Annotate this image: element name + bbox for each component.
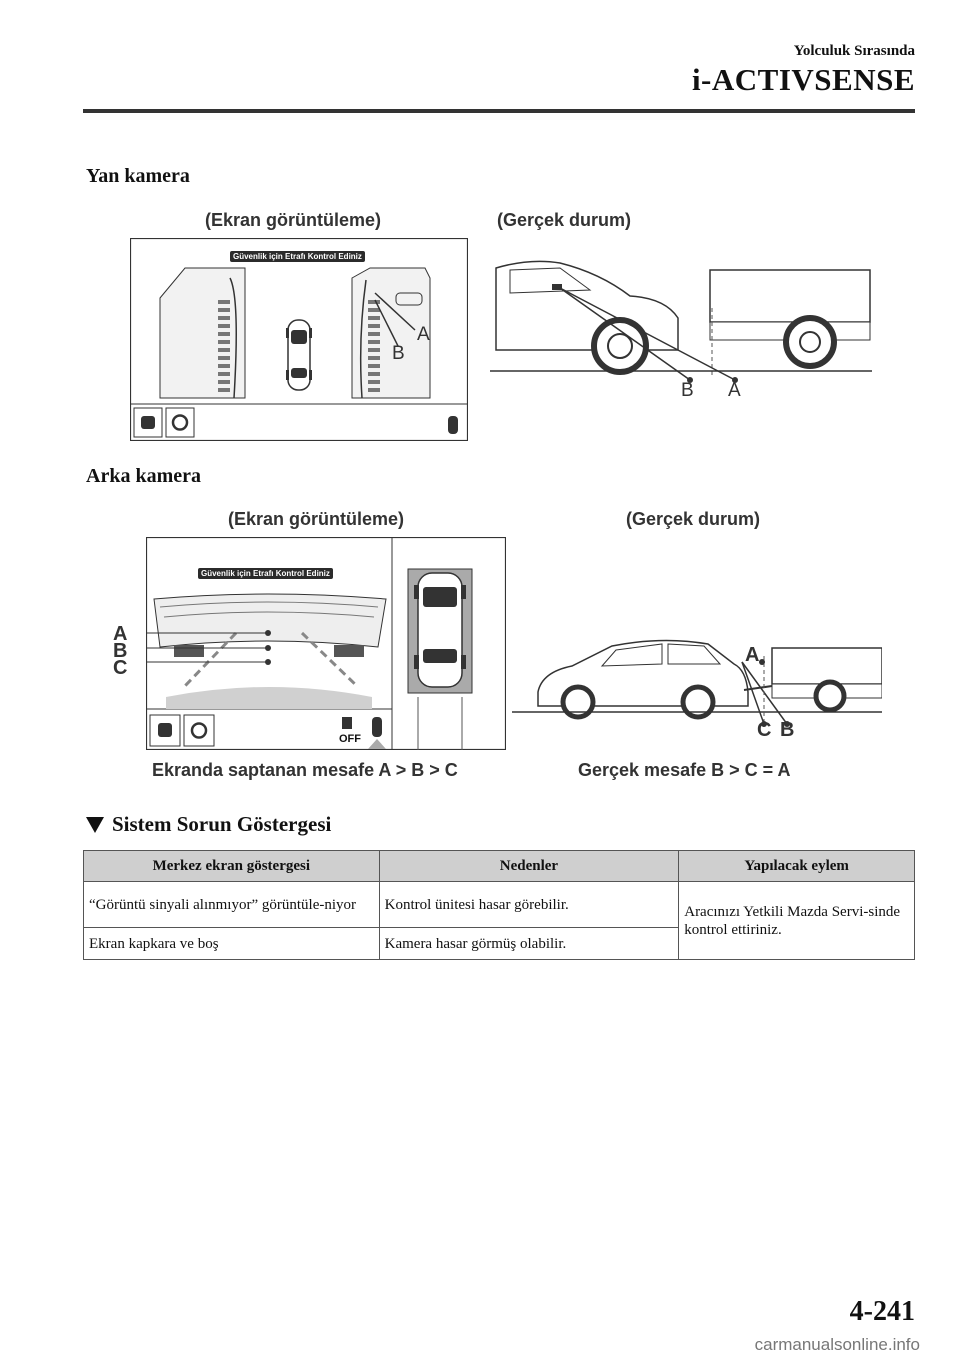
car-sensor-icon[interactable] [444,412,462,437]
table-header-cell: Yapılacak eylem [679,851,915,882]
side-real-label-a: A [728,380,741,401]
side-screen-caption: (Ekran görüntüleme) [205,210,382,230]
rear-camera-real-drawing [512,620,882,750]
system-fault-heading [86,812,331,837]
table-cell-action: Aracınızı Yetkili Mazda Servi-sinde kontrol ettiriniz. [679,882,915,960]
table-header-cell: Nedenler [379,851,679,882]
side-screen-banner: Güvenlik için Etrafı Kontrol Ediniz [230,251,365,262]
rear-real-label-c: C [757,719,772,741]
rear-screen-banner: Güvenlik için Etrafı Kontrol Ediniz [198,568,333,579]
triangle-bullet-icon [86,817,104,833]
rear-camera-title: Arka kamera [86,465,201,487]
camera-switch-icon[interactable] [134,408,162,437]
settings-gear-icon[interactable] [166,408,194,437]
page-number: 4-241 [849,1296,915,1327]
system-fault-heading-text: Sistem Sorun Göstergesi [112,812,332,836]
side-camera-title: Yan kamera [86,165,190,187]
side-camera-screen-figure [130,238,468,441]
rear-screen-label-b: B [113,640,128,662]
sensor-off-label: OFF [339,733,361,745]
running-header-title: i-ACTIVSENSE [691,62,915,97]
table-cell: Kontrol ünitesi hasar görebilir. [379,882,679,928]
side-screen-label-a: A [417,324,430,345]
header-rule [83,109,915,113]
running-header-subtitle: Yolculuk Sırasında [793,43,915,59]
rear-camera-switch-icon[interactable] [150,715,180,746]
rear-settings-gear-icon[interactable] [184,715,214,746]
rear-real-caption: (Gerçek durum) [626,509,761,529]
table-header-row [84,851,915,882]
rear-screen-label-a: A [113,623,128,645]
table-header-cell: Merkez ekran göstergesi [84,851,380,882]
side-real-label-b: B [681,380,694,401]
table-cell: “Görüntü sinyali alınmıyor” görüntüle-niyor [84,882,380,928]
fault-indicator-table [83,850,915,960]
side-screen-label-b: B [392,343,405,364]
rear-camera-screen-figure [146,537,506,750]
side-camera-real-figure [490,238,872,408]
table-cell: Kamera hasar görmüş olabilir. [379,928,679,960]
rear-screen-label-c: C [113,657,128,679]
table-row [84,882,915,928]
rear-car-sensor-icon[interactable] [368,715,386,747]
sensor-off-icon[interactable] [338,715,358,745]
table-cell: Ekran kapkara ve boş [84,928,380,960]
real-distance-caption: Gerçek mesafe B > C = A [578,760,791,780]
watermark: carmanualsonline.info [754,1335,920,1354]
rear-screen-caption: (Ekran görüntüleme) [228,509,405,529]
rear-real-label-a: A [745,644,760,666]
rear-real-label-b: B [780,719,795,741]
rear-camera-real-figure [512,620,882,750]
screen-distance-caption: Ekranda saptanan mesafe A > B > C [152,760,458,780]
side-real-caption: (Gerçek durum) [497,210,632,230]
